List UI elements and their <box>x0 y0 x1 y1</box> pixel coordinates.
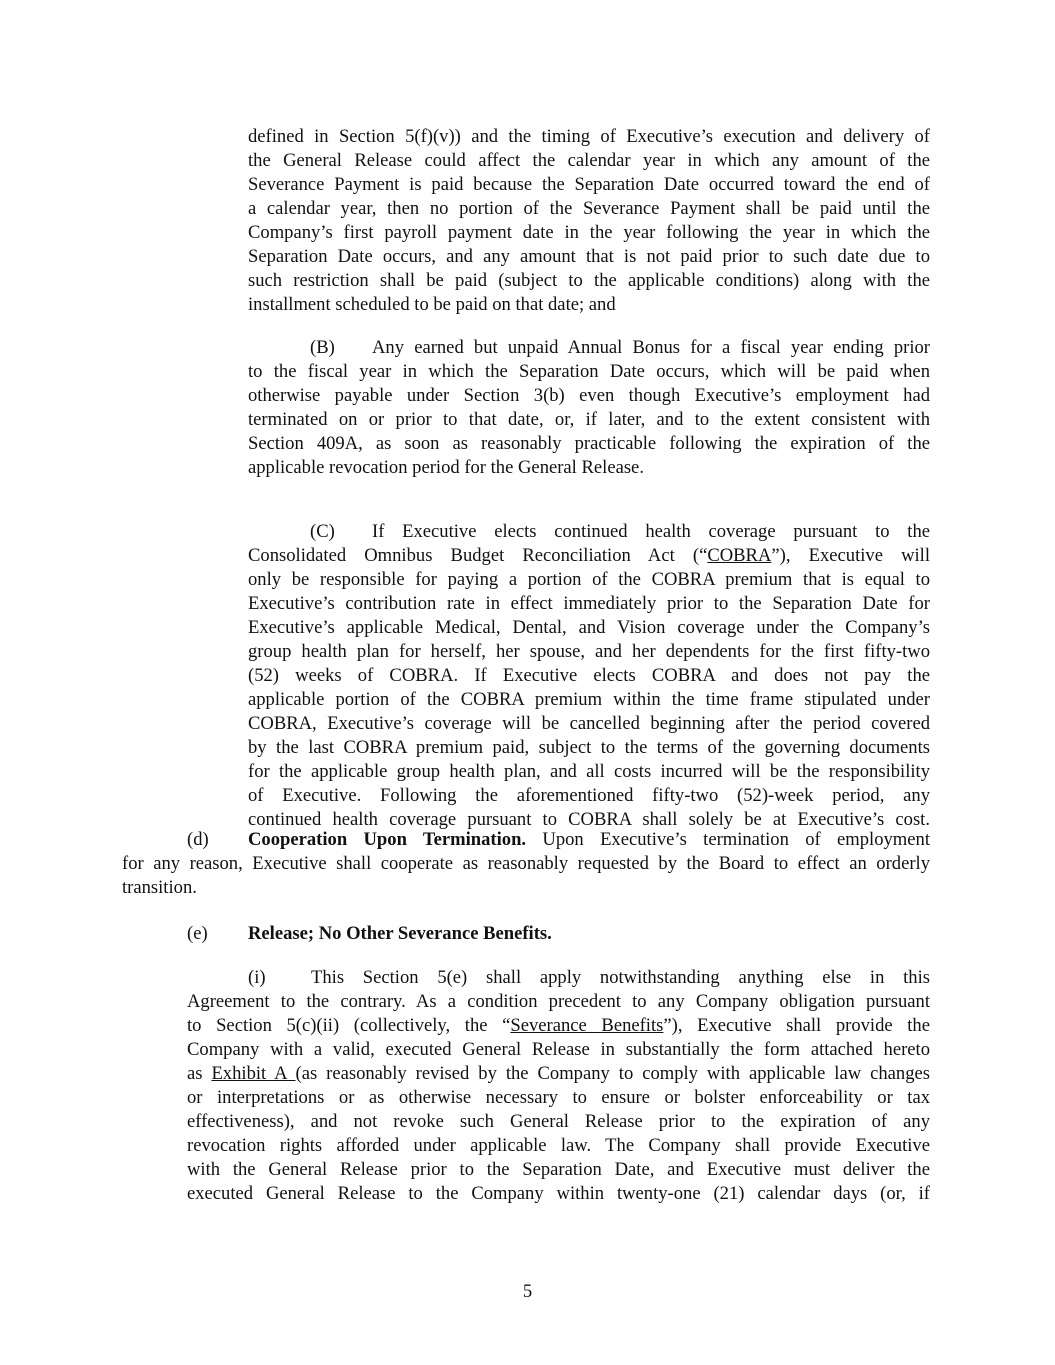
text-line <box>122 852 930 876</box>
text-segment: defined in Section 5(f)(v)) and the timing of Executive’s execution and delivery of <box>248 126 930 147</box>
text-line <box>248 173 930 197</box>
text-segment: Separation Date occurs, and any amount that is not paid prior to such date due to <box>248 246 930 267</box>
text-line <box>248 336 930 360</box>
text-segment: applicable revocation period for the General Release. <box>248 457 644 478</box>
paragraph-label: (B) <box>310 337 335 358</box>
text-segment: This Section 5(e) shall apply notwithstanding anything else in this <box>311 967 930 988</box>
text-line <box>248 784 930 808</box>
page-number: 5 <box>522 1281 533 1302</box>
text-segment: Agreement to the contrary. As a condition precedent to any Company obligation pursuant <box>187 991 930 1012</box>
text-line <box>187 1038 930 1062</box>
section-heading: Cooperation Upon Termination. <box>248 829 527 850</box>
text-segment: (as reasonably revised by the Company to comply with applicable law changes <box>295 1063 930 1084</box>
text-line <box>248 221 930 245</box>
text-segment: Company’s first payroll payment date in the year following the year in which the <box>248 222 930 243</box>
text-segment: ”), Executive will <box>771 545 930 566</box>
paragraph-label: (d) <box>187 829 209 850</box>
paragraph-c <box>248 520 930 832</box>
text-segment: Company with a valid, executed General Release in substantially the form attached hereto <box>187 1039 930 1060</box>
text-line <box>248 293 930 317</box>
text-line <box>248 640 930 664</box>
paragraph-continuation <box>248 125 930 317</box>
text-line <box>187 1014 930 1038</box>
text-segment: only be responsible for paying a portion of the COBRA premium that is equal to <box>248 569 930 590</box>
text-line <box>248 149 930 173</box>
text-segment: effectiveness), and not revoke such General Release prior to the expiration of any <box>187 1111 930 1132</box>
text-line <box>248 568 930 592</box>
text-line <box>248 408 930 432</box>
text-segment: a calendar year, then no portion of the Severance Payment shall be paid until the <box>248 198 930 219</box>
text-line <box>187 1110 930 1134</box>
text-line <box>248 432 930 456</box>
text-segment: as <box>187 1063 212 1084</box>
paragraph-b <box>248 336 930 480</box>
paragraph-i <box>187 966 930 1206</box>
text-line <box>248 269 930 293</box>
text-segment: with the General Release prior to the Separation Date, and Executive must deliver the <box>187 1159 930 1180</box>
text-line <box>187 966 930 990</box>
text-segment: to Section 5(c)(ii) (collectively, the “ <box>187 1015 511 1036</box>
text-line <box>248 544 930 568</box>
text-line <box>187 1182 930 1206</box>
text-segment: applicable portion of the COBRA premium within the time frame stipulated under <box>248 689 930 710</box>
text-segment: otherwise payable under Section 3(b) even though Executive’s employment had <box>248 385 930 406</box>
text-line <box>187 1158 930 1182</box>
text-line <box>248 520 930 544</box>
text-line <box>248 384 930 408</box>
text-segment: executed General Release to the Company within twenty-one (21) calendar days (or, if <box>187 1183 930 1204</box>
paragraph-label: (i) <box>248 967 266 988</box>
text-segment: to the fiscal year in which the Separation Date occurs, which will be paid when <box>248 361 930 382</box>
text-segment: installment scheduled to be paid on that date; and <box>248 294 616 315</box>
text-line <box>187 1134 930 1158</box>
text-line <box>122 828 930 852</box>
text-segment: Section 409A, as soon as reasonably practicable following the expiration of the <box>248 433 930 454</box>
text-segment: COBRA, Executive’s coverage will be cancelled beginning after the period covered <box>248 713 930 734</box>
section-heading: Release; No Other Severance Benefits. <box>248 923 552 944</box>
text-line <box>122 876 930 900</box>
text-segment: by the last COBRA premium paid, subject to the terms of the governing documents <box>248 737 930 758</box>
text-segment: the General Release could affect the calendar year in which any amount of the <box>248 150 930 171</box>
text-segment: group health plan for herself, her spouse, and her dependents for the first fifty-two <box>248 641 930 662</box>
text-line <box>122 922 930 946</box>
text-line <box>248 688 930 712</box>
section-e-heading <box>122 922 930 946</box>
text-segment: continued health coverage pursuant to COBRA shall solely be at Executive’s cost. <box>248 809 930 830</box>
text-segment: Executive’s applicable Medical, Dental, and Vision coverage under the Company’s <box>248 617 930 638</box>
text-segment: transition. <box>122 877 197 898</box>
paragraph-label: (C) <box>310 521 335 542</box>
text-line <box>248 592 930 616</box>
text-segment: Consolidated Omnibus Budget Reconciliation Act (“ <box>248 545 708 566</box>
text-line <box>248 125 930 149</box>
text-segment: Upon Executive’s termination of employment <box>526 829 930 850</box>
paragraph-label: (e) <box>187 923 208 944</box>
text-line <box>248 736 930 760</box>
text-segment: If Executive elects continued health coverage pursuant to the <box>372 521 930 542</box>
text-segment: Any earned but unpaid Annual Bonus for a fiscal year ending prior <box>372 337 930 358</box>
text-segment: Severance Payment is paid because the Separation Date occurred toward the end of <box>248 174 930 195</box>
text-line <box>248 664 930 688</box>
text-segment: for any reason, Executive shall cooperate as reasonably requested by the Board to effect an orderly <box>122 853 930 874</box>
text-line <box>248 616 930 640</box>
text-line <box>248 360 930 384</box>
text-line <box>187 990 930 1014</box>
text-segment: such restriction shall be paid (subject to the applicable conditions) along with the <box>248 270 930 291</box>
text-line <box>248 760 930 784</box>
text-segment: for the applicable group health plan, and all costs incurred will be the responsibility <box>248 761 930 782</box>
section-d-cooperation <box>122 828 930 900</box>
text-line <box>248 712 930 736</box>
text-segment: (52) weeks of COBRA. If Executive elects COBRA and does not pay the <box>248 665 930 686</box>
text-segment: Executive’s contribution rate in effect immediately prior to the Separation Date for <box>248 593 930 614</box>
text-segment: terminated on or prior to that date, or, if later, and to the extent consistent with <box>248 409 930 430</box>
defined-term: Severance Benefits <box>510 1015 664 1036</box>
text-segment: of Executive. Following the aforementioned fifty-two (52)-week period, any <box>248 785 930 806</box>
text-line <box>248 245 930 269</box>
text-line <box>187 1062 930 1086</box>
text-line <box>248 456 930 480</box>
defined-term: Exhibit A <box>211 1063 296 1084</box>
text-line <box>187 1086 930 1110</box>
text-segment: revocation rights afforded under applicable law. The Company shall provide Executive <box>187 1135 930 1156</box>
defined-term: COBRA <box>707 545 772 566</box>
text-line <box>248 197 930 221</box>
text-segment: ”), Executive shall provide the <box>663 1015 930 1036</box>
text-segment: or interpretations or as otherwise necessary to ensure or bolster enforceability or tax <box>187 1087 930 1108</box>
